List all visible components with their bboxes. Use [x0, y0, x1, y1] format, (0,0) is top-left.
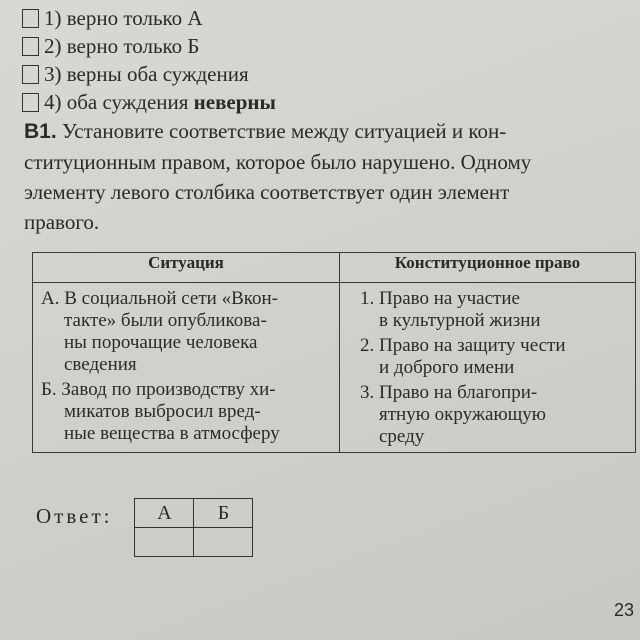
header-right: Конституционное право	[340, 253, 636, 283]
right-line: 1. Право на участие	[360, 288, 520, 309]
task-text-3: элементу левого столбика соответствует один элемент	[24, 180, 510, 204]
option-2[interactable]	[22, 32, 276, 60]
task-number: В1.	[24, 120, 57, 143]
situation-line: ные вещества в атмосферу	[64, 423, 280, 444]
task-line-1	[24, 116, 636, 147]
matching-table	[32, 252, 636, 453]
situation-line: ны порочащие человека	[64, 332, 258, 353]
option-4-label: 4) оба суждения неверны	[44, 89, 276, 114]
situations-cell	[33, 283, 340, 453]
right-line: 3. Право на благопри-	[360, 382, 538, 403]
rights-cell	[340, 283, 636, 453]
answer-cell-a[interactable]	[135, 528, 194, 557]
option-4[interactable]	[22, 88, 276, 116]
table-header-row	[33, 253, 636, 283]
task-text-1: Установите соответствие между ситуацией и кон-	[56, 119, 507, 143]
answer-label: Ответ:	[36, 504, 113, 528]
answer-col-b: Б	[194, 499, 253, 528]
answer-table	[134, 498, 253, 557]
option-2-label: 2) верно только Б	[44, 33, 200, 58]
header-situation: Ситуация	[33, 253, 340, 283]
option-3[interactable]	[22, 60, 276, 88]
situation-line: А. В социальной сети «Вкон-	[41, 288, 278, 309]
task-text-4: правого.	[24, 210, 100, 234]
situation-line: микатов выбросил вред-	[64, 401, 261, 422]
option-1-label: 1) верно только А	[44, 5, 203, 30]
answer-options	[22, 4, 276, 116]
situation-line: Б. Завод по производству хи-	[41, 379, 276, 400]
page-number: 23	[613, 600, 634, 620]
table-row	[33, 283, 636, 453]
answer-col-a: А	[135, 499, 194, 528]
situation-line: такте» были опубликова-	[64, 310, 267, 331]
checkbox-3[interactable]	[22, 65, 39, 84]
task-text-2: ституционным правом, которое было нарушено. Одному	[24, 150, 532, 174]
situation-line: сведения	[64, 354, 137, 375]
checkbox-1[interactable]	[22, 9, 39, 28]
right-line: в культурной жизни	[379, 310, 541, 331]
task-b1	[24, 116, 636, 237]
right-line: среду	[379, 426, 425, 447]
answer-cell-b[interactable]	[194, 528, 253, 557]
right-line: и доброго имени	[379, 357, 515, 378]
checkbox-4[interactable]	[22, 93, 39, 112]
option-3-label: 3) верны оба суждения	[44, 61, 249, 86]
answer-block	[36, 498, 253, 557]
checkbox-2[interactable]	[22, 37, 39, 56]
right-line: 2. Право на защиту чести	[360, 335, 566, 356]
right-line: ятную окружающую	[379, 404, 546, 425]
option-1[interactable]	[22, 4, 276, 32]
